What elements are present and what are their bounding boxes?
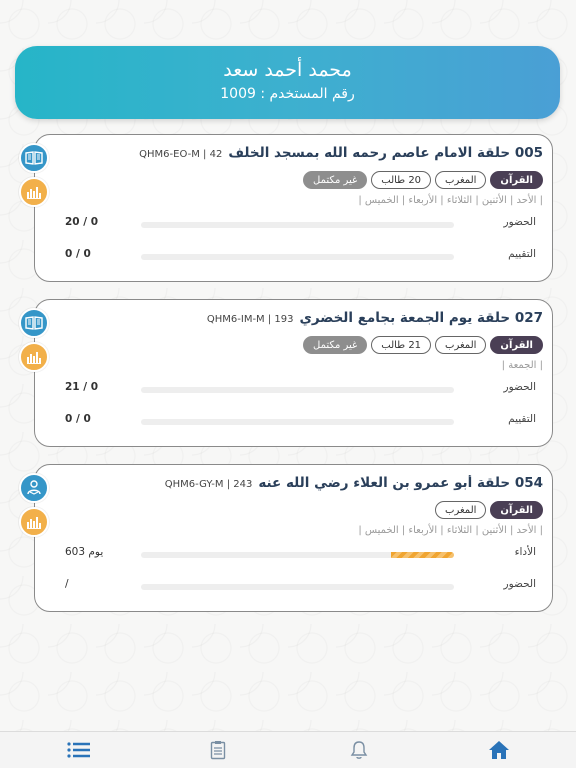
stat-value: 603 يوم <box>65 546 104 558</box>
students-tag: 20 طالب <box>371 171 431 189</box>
stat-row-attendance <box>35 215 552 233</box>
stat-value: 20 / 0 <box>65 216 99 228</box>
halaqa-card[interactable] <box>34 134 553 282</box>
stats-chart-icon[interactable] <box>19 507 49 537</box>
stats-chart-icon[interactable] <box>19 342 49 372</box>
stat-label: الأداء <box>514 546 536 558</box>
halaqa-card[interactable] <box>34 464 553 612</box>
student-reading-icon[interactable] <box>19 473 49 503</box>
card-title: 027 حلقة يوم الجمعة بجامع الخضري <box>299 310 543 326</box>
stat-label: الحضور <box>503 381 536 393</box>
stat-row-attendance <box>35 380 552 398</box>
card-title: 005 حلقة الامام عاصم رحمه الله بمسجد الخلف <box>228 145 543 161</box>
user-id: رقم المستخدم : 1009 <box>220 86 355 102</box>
time-tag: المغرب <box>435 336 486 354</box>
stat-value: 0 / 0 <box>65 413 91 425</box>
card-title: 054 حلقة أبو عمرو بن العلاء رضي الله عنه <box>258 475 543 491</box>
progress-bar <box>141 387 454 393</box>
progress-bar <box>141 419 454 425</box>
status-badge: غير مكتمل <box>303 336 367 354</box>
progress-bar <box>141 552 454 558</box>
stat-value: 21 / 0 <box>65 381 99 393</box>
progress-bar <box>141 584 454 590</box>
subject-tag: القرآن <box>490 336 543 354</box>
card-title-row <box>45 310 543 330</box>
bell-icon[interactable] <box>346 738 372 762</box>
status-badge: غير مكتمل <box>303 171 367 189</box>
days-list: | الجمعة | <box>501 360 543 371</box>
subject-tag: القرآن <box>490 501 543 519</box>
stats-chart-icon[interactable] <box>19 177 49 207</box>
card-tags <box>303 336 543 354</box>
user-header <box>15 46 560 119</box>
stat-label: الحضور <box>503 216 536 228</box>
stat-label: التقييم <box>508 248 536 260</box>
card-title-row <box>45 145 543 165</box>
card-code: QHM6-IM-M | 193 <box>206 314 294 325</box>
card-title-row <box>45 475 543 495</box>
progress-bar <box>141 222 454 228</box>
stat-label: الحضور <box>503 578 536 590</box>
stat-row-performance <box>35 545 552 563</box>
stat-value: 0 / 0 <box>65 248 91 260</box>
stat-row-evaluation <box>35 412 552 430</box>
progress-fill <box>391 552 454 558</box>
days-list: | الأحد | الأثنين | الثلاثاء | الأربعاء | الخميس | <box>358 525 543 536</box>
card-code: QHM6-EO-M | 42 <box>139 149 223 160</box>
user-name: محمد أحمد سعد <box>223 59 352 81</box>
card-tags <box>435 501 543 519</box>
halaqa-card[interactable] <box>34 299 553 447</box>
stat-label: التقييم <box>508 413 536 425</box>
quran-book-icon[interactable] <box>19 143 49 173</box>
time-tag: المغرب <box>435 171 486 189</box>
time-tag: المغرب <box>435 501 486 519</box>
list-menu-icon[interactable] <box>66 738 92 762</box>
bottom-nav <box>0 731 576 768</box>
progress-bar <box>141 254 454 260</box>
card-code: QHM6-GY-M | 243 <box>164 479 253 490</box>
home-icon[interactable] <box>486 738 512 762</box>
quran-book-icon[interactable] <box>19 308 49 338</box>
students-tag: 21 طالب <box>371 336 431 354</box>
days-list: | الأحد | الأثنين | الثلاثاء | الأربعاء | الخميس | <box>358 195 543 206</box>
card-tags <box>303 171 543 189</box>
stat-value: / <box>65 578 69 590</box>
clipboard-icon[interactable] <box>205 738 231 762</box>
stat-row-evaluation <box>35 247 552 265</box>
stat-row-attendance <box>35 577 552 595</box>
subject-tag: القرآن <box>490 171 543 189</box>
